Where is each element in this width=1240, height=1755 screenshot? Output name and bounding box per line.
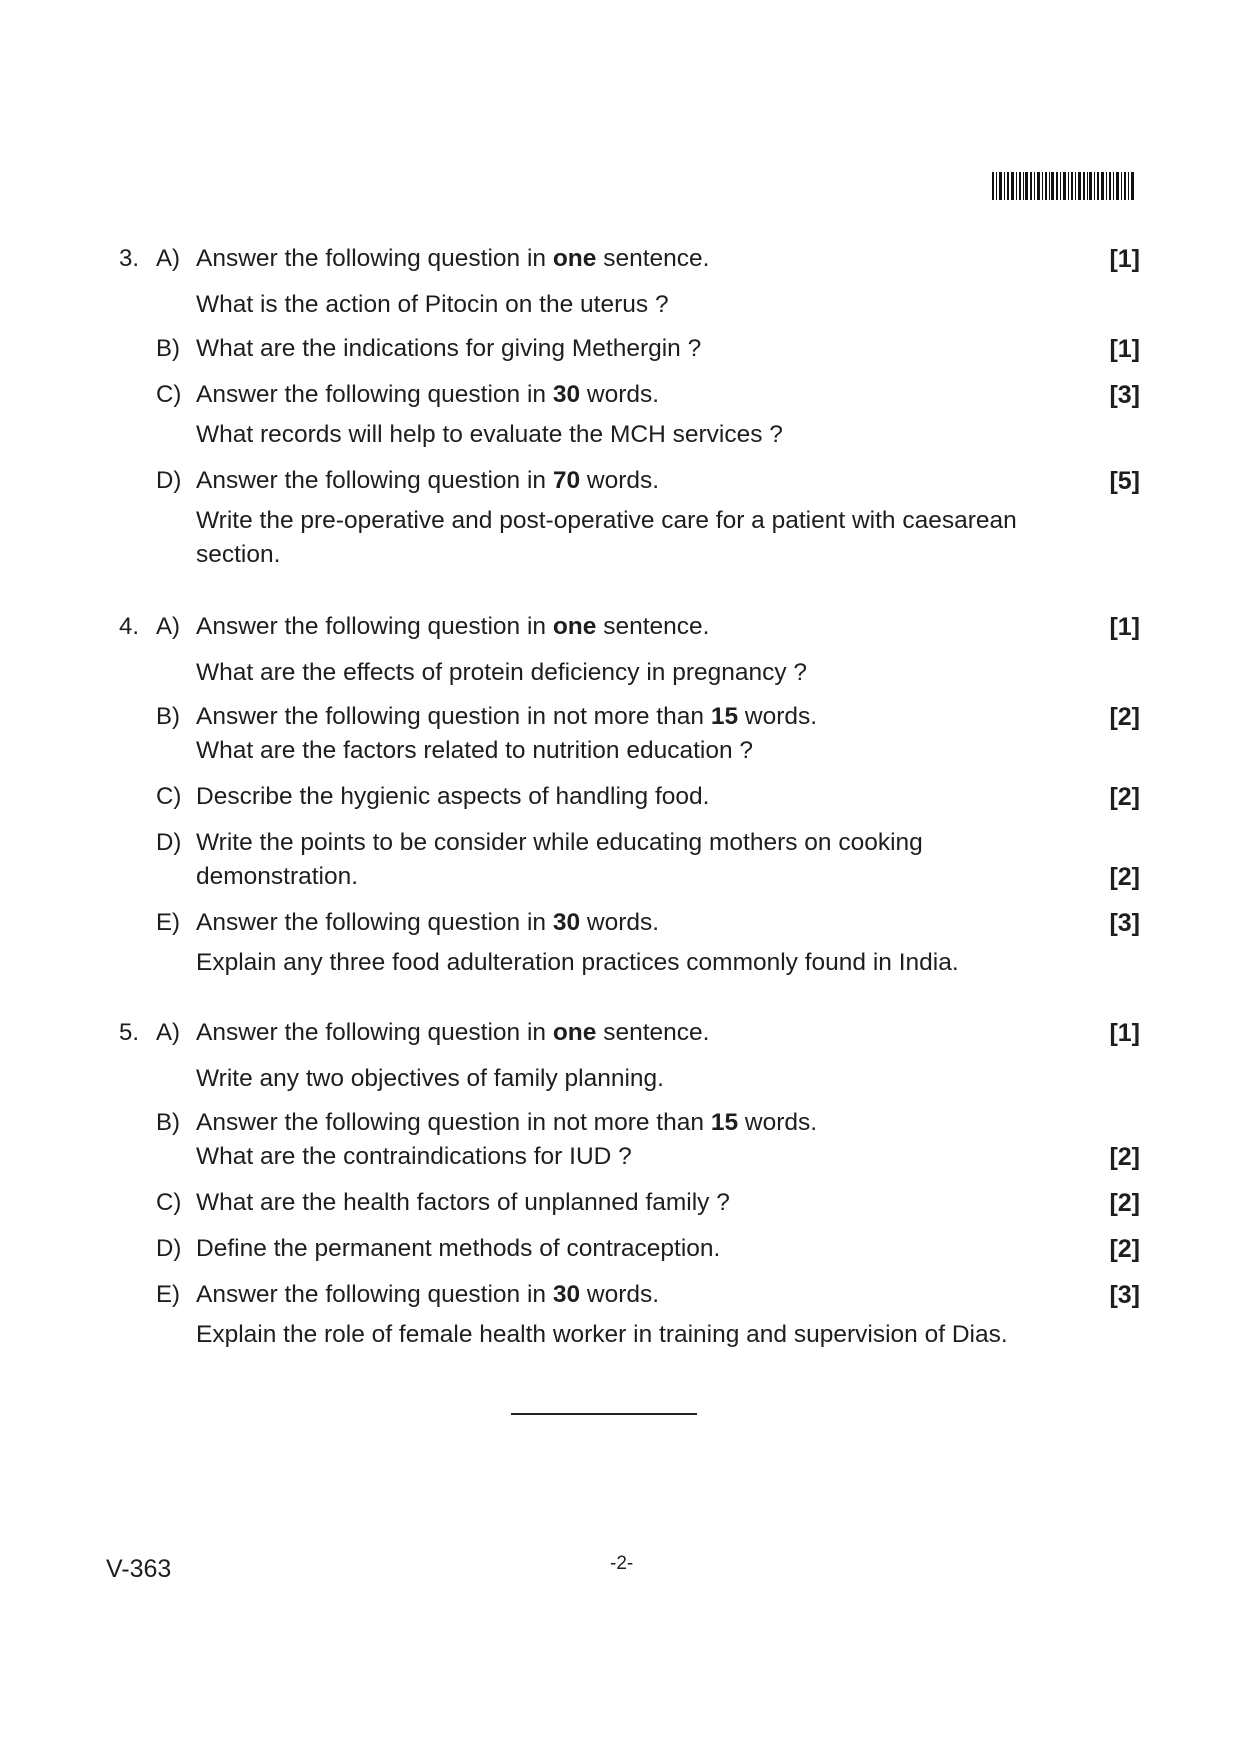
marks: [2] xyxy=(1109,1143,1140,1171)
question-text: Describe the hygienic aspects of handling food. xyxy=(196,783,710,810)
instruction-text: Answer the following question in not more than 15 words. xyxy=(196,703,818,730)
paper-code: V-363 xyxy=(106,1555,172,1583)
question-text: What are the contraindications for IUD ? xyxy=(196,1143,632,1170)
sub-label: B) xyxy=(156,335,180,362)
question-text: What are the effects of protein deficiency in pregnancy ? xyxy=(196,659,808,686)
sub-label: C) xyxy=(156,783,182,810)
sub-label: E) xyxy=(156,1281,180,1308)
instruction-text: Answer the following question in 30 words. xyxy=(196,909,660,936)
question-text: What are the health factors of unplanned family ? xyxy=(196,1189,730,1216)
page-number: -2- xyxy=(610,1553,634,1574)
marks: [2] xyxy=(1109,703,1140,731)
question-text: Write the pre-operative and post-operative care for a patient with caesarean xyxy=(196,507,1017,534)
question-text: What are the indications for giving Methergin ? xyxy=(196,335,702,362)
sub-label: A) xyxy=(156,613,180,640)
marks: [1] xyxy=(1109,335,1140,363)
question-text: Write any two objectives of family planning. xyxy=(196,1065,664,1092)
marks: [3] xyxy=(1109,1281,1140,1309)
sub-label: A) xyxy=(156,1019,180,1046)
marks: [1] xyxy=(1109,1019,1140,1047)
end-rule xyxy=(511,1413,697,1415)
question-text: demonstration. xyxy=(196,863,359,890)
question-number: 3. xyxy=(119,245,140,272)
instruction-text: Answer the following question in one sentence. xyxy=(196,245,710,272)
marks: [2] xyxy=(1109,863,1140,891)
marks: [1] xyxy=(1109,613,1140,641)
sub-label: B) xyxy=(156,703,180,730)
question-text: What records will help to evaluate the MCH services ? xyxy=(196,421,783,448)
question-number: 4. xyxy=(119,613,140,640)
marks: [5] xyxy=(1109,467,1140,495)
question-text: section. xyxy=(196,541,281,568)
marks: [3] xyxy=(1109,909,1140,937)
question-text: What are the factors related to nutrition education ? xyxy=(196,737,754,764)
question-text: Write the points to be consider while educating mothers on cooking xyxy=(196,829,923,856)
sub-label: C) xyxy=(156,1189,182,1216)
instruction-text: Answer the following question in 30 words. xyxy=(196,381,660,408)
sub-label: E) xyxy=(156,909,180,936)
sub-label: D) xyxy=(156,467,182,494)
instruction-text: Answer the following question in not more than 15 words. xyxy=(196,1109,818,1136)
marks: [2] xyxy=(1109,1235,1140,1263)
sub-label: D) xyxy=(156,829,182,856)
instruction-text: Answer the following question in one sentence. xyxy=(196,1019,710,1046)
marks: [1] xyxy=(1109,245,1140,273)
question-number: 5. xyxy=(119,1019,140,1046)
marks: [3] xyxy=(1109,381,1140,409)
sub-label: A) xyxy=(156,245,180,272)
sub-label: D) xyxy=(156,1235,182,1262)
marks: [2] xyxy=(1109,783,1140,811)
question-text: Explain any three food adulteration practices commonly found in India. xyxy=(196,949,959,976)
question-text: Explain the role of female health worker in training and supervision of Dias. xyxy=(196,1321,1008,1348)
marks: [2] xyxy=(1109,1189,1140,1217)
question-text: Define the permanent methods of contraception. xyxy=(196,1235,721,1262)
instruction-text: Answer the following question in one sentence. xyxy=(196,613,710,640)
instruction-text: Answer the following question in 70 words. xyxy=(196,467,660,494)
barcode xyxy=(992,172,1134,200)
instruction-text: Answer the following question in 30 words. xyxy=(196,1281,660,1308)
question-text: What is the action of Pitocin on the uterus ? xyxy=(196,291,669,318)
sub-label: B) xyxy=(156,1109,180,1136)
sub-label: C) xyxy=(156,381,182,408)
